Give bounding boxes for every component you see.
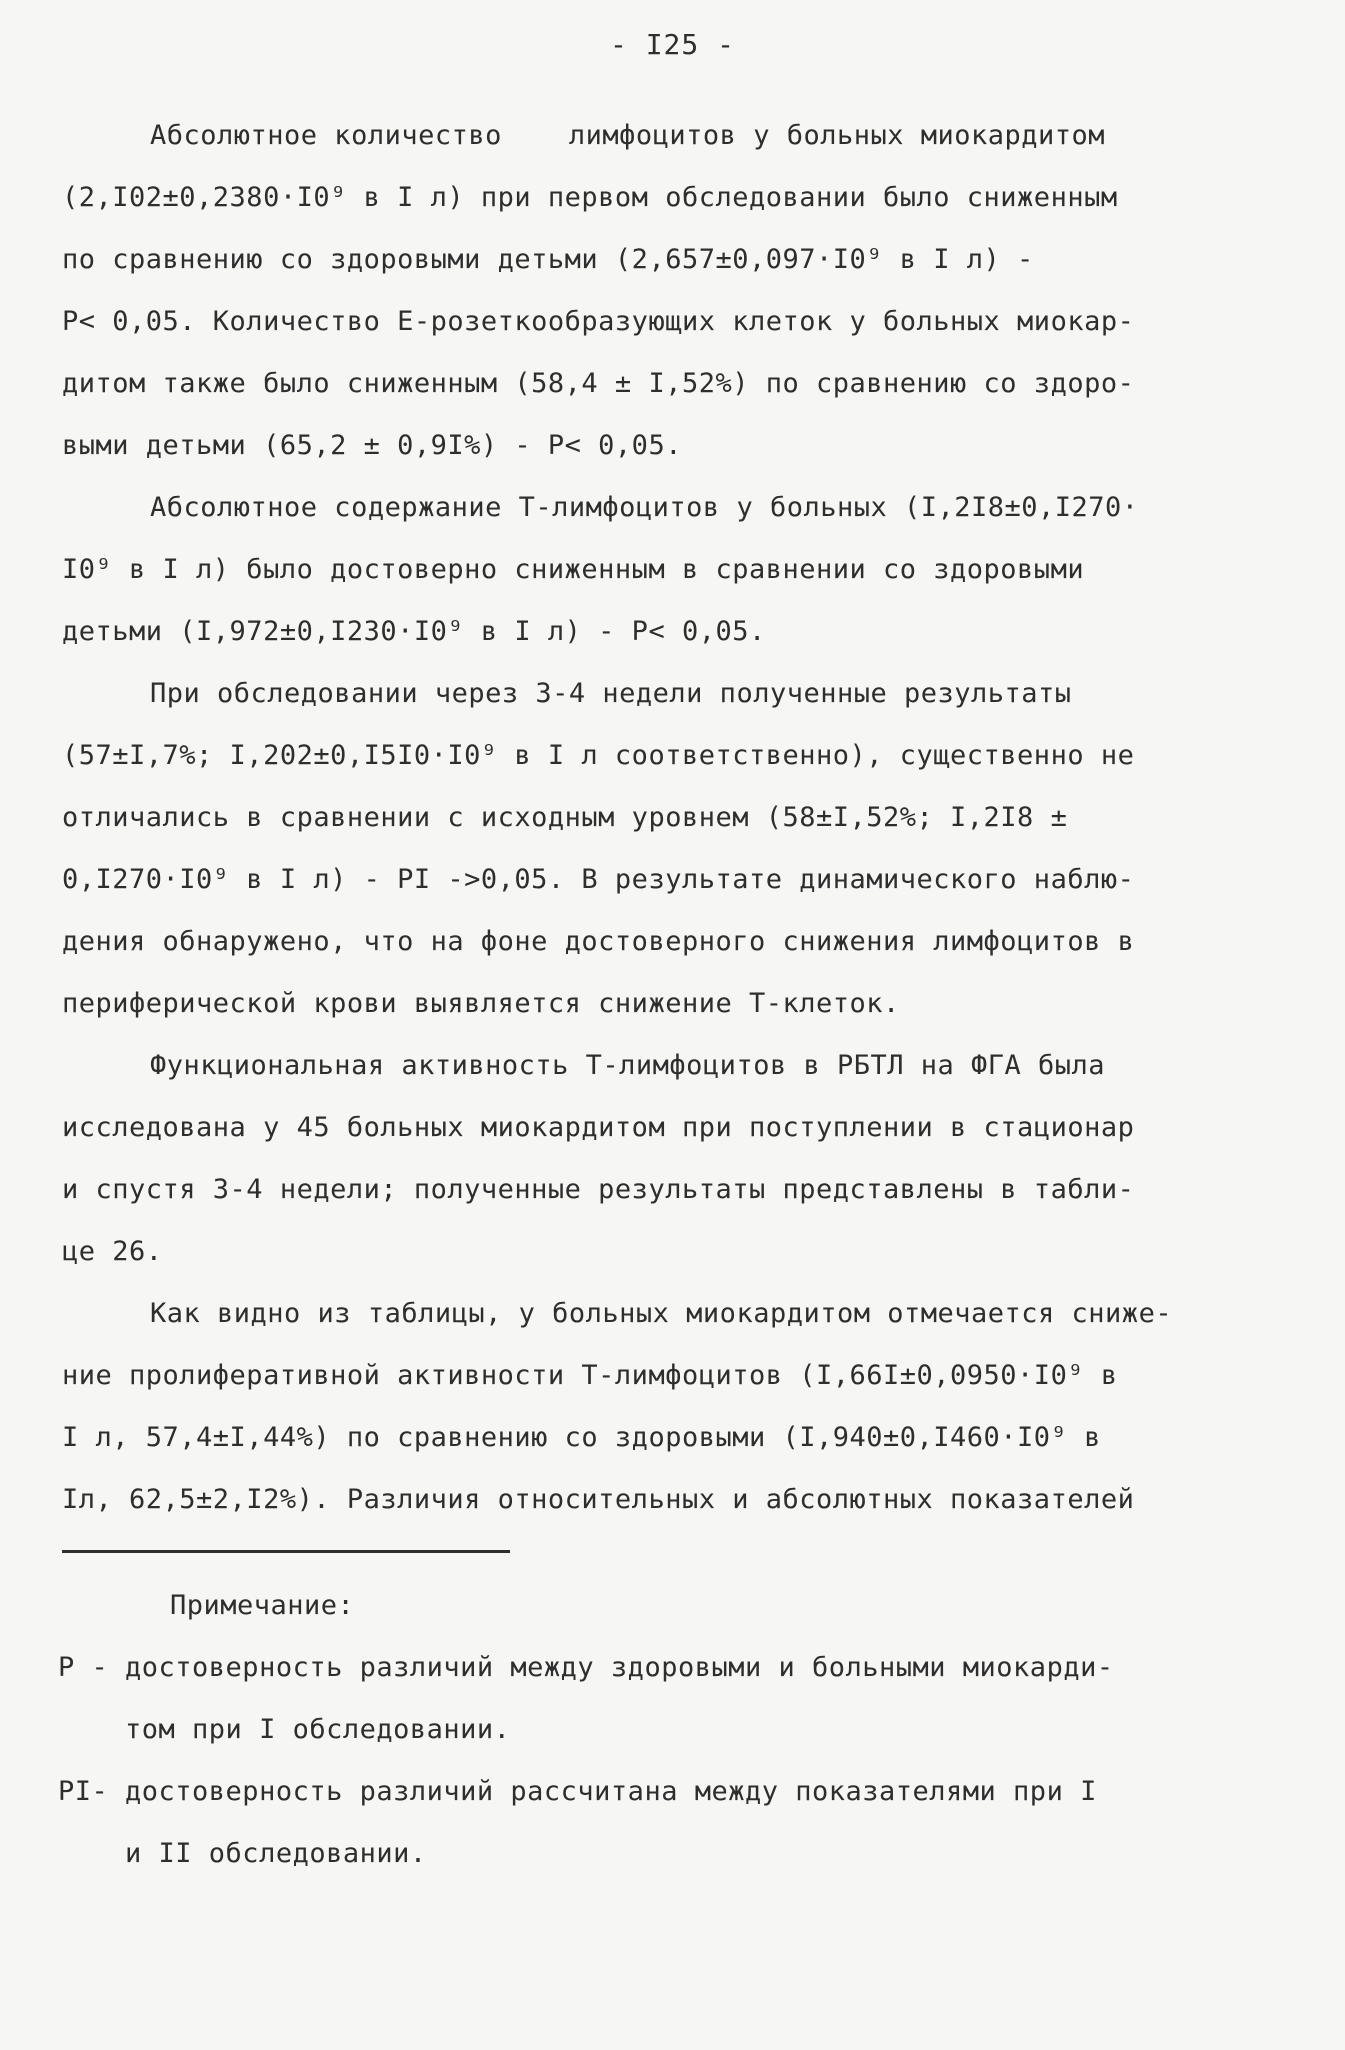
paragraph-1 xyxy=(62,105,1272,477)
text-line: и спустя 3-4 недели; полученные результаты представлены в табли- xyxy=(62,1174,1135,1205)
text-line: детьми (I,972±0,I230·I0⁹ в I л) - P< 0,05. xyxy=(62,616,766,647)
paragraph-2 xyxy=(62,477,1272,663)
page-number: - I25 - xyxy=(609,28,735,61)
text-line: (2,I02±0,2380·I0⁹ в I л) при первом обследовании было сниженным xyxy=(62,182,1118,213)
text-line: Абсолютное количество лимфоцитов у больных миокардитом xyxy=(150,120,1106,151)
body-text xyxy=(62,105,1272,1531)
text-line: Как видно из таблицы, у больных миокардитом отмечается сниже- xyxy=(150,1298,1173,1329)
footnotes xyxy=(58,1575,1278,1885)
text-line: отличались в сравнении с исходным уровнем (58±I,52%; I,2I8 ± xyxy=(62,802,1068,833)
paragraph-3 xyxy=(62,663,1272,1035)
text-line: выми детьми (65,2 ± 0,9I%) - P< 0,05. xyxy=(62,430,682,461)
text-line: При обследовании через 3-4 недели полученные результаты xyxy=(150,678,1072,709)
text-line: ние пролиферативной активности Т-лимфоцитов (I,66I±0,0950·I0⁹ в xyxy=(62,1360,1118,1391)
footnote-line: P - достоверность различий между здоровыми и больными миокарди- xyxy=(58,1652,1114,1683)
paragraph-4 xyxy=(62,1035,1272,1283)
footnote-divider xyxy=(62,1550,510,1553)
text-line: исследована у 45 больных миокардитом при поступлении в стационар xyxy=(62,1112,1135,1143)
text-line: Iл, 62,5±2,I2%). Различия относительных и абсолютных показателей xyxy=(62,1484,1135,1515)
text-line: дения обнаружено, что на фоне достоверного снижения лимфоцитов в xyxy=(62,926,1135,957)
footnote-heading: Примечание: xyxy=(170,1590,355,1621)
text-line: периферической крови выявляется снижение Т-клеток. xyxy=(62,988,900,1019)
text-line: I л, 57,4±I,44%) по сравнению со здоровыми (I,940±0,I460·I0⁹ в xyxy=(62,1422,1101,1453)
text-line: дитом также было сниженным (58,4 ± I,52%) по сравнению со здоро- xyxy=(62,368,1135,399)
text-line: (57±I,7%; I,202±0,I5I0·I0⁹ в I л соответственно), существенно не xyxy=(62,740,1135,771)
text-line: це 26. xyxy=(62,1236,163,1267)
text-line: Абсолютное содержание Т-лимфоцитов у больных (I,2I8±0,I270· xyxy=(150,492,1139,523)
footnote-line: том при I обследовании. xyxy=(58,1714,511,1745)
text-line: 0,I270·I0⁹ в I л) - PI ->0,05. В результате динамического наблю- xyxy=(62,864,1135,895)
text-line: I0⁹ в I л) было достоверно сниженным в сравнении со здоровыми xyxy=(62,554,1085,585)
text-line: P< 0,05. Количество Е-розеткообразующих клеток у больных миокар- xyxy=(62,306,1135,337)
footnote-line: PI- достоверность различий рассчитана между показателями при I xyxy=(58,1776,1097,1807)
text-line: по сравнению со здоровыми детьми (2,657±0,097·I0⁹ в I л) - xyxy=(62,244,1034,275)
footnote-line: и II обследовании. xyxy=(58,1838,427,1869)
text-line: Функциональная активность Т-лимфоцитов в РБТЛ на ФГА была xyxy=(150,1050,1106,1081)
paragraph-5 xyxy=(62,1283,1272,1531)
